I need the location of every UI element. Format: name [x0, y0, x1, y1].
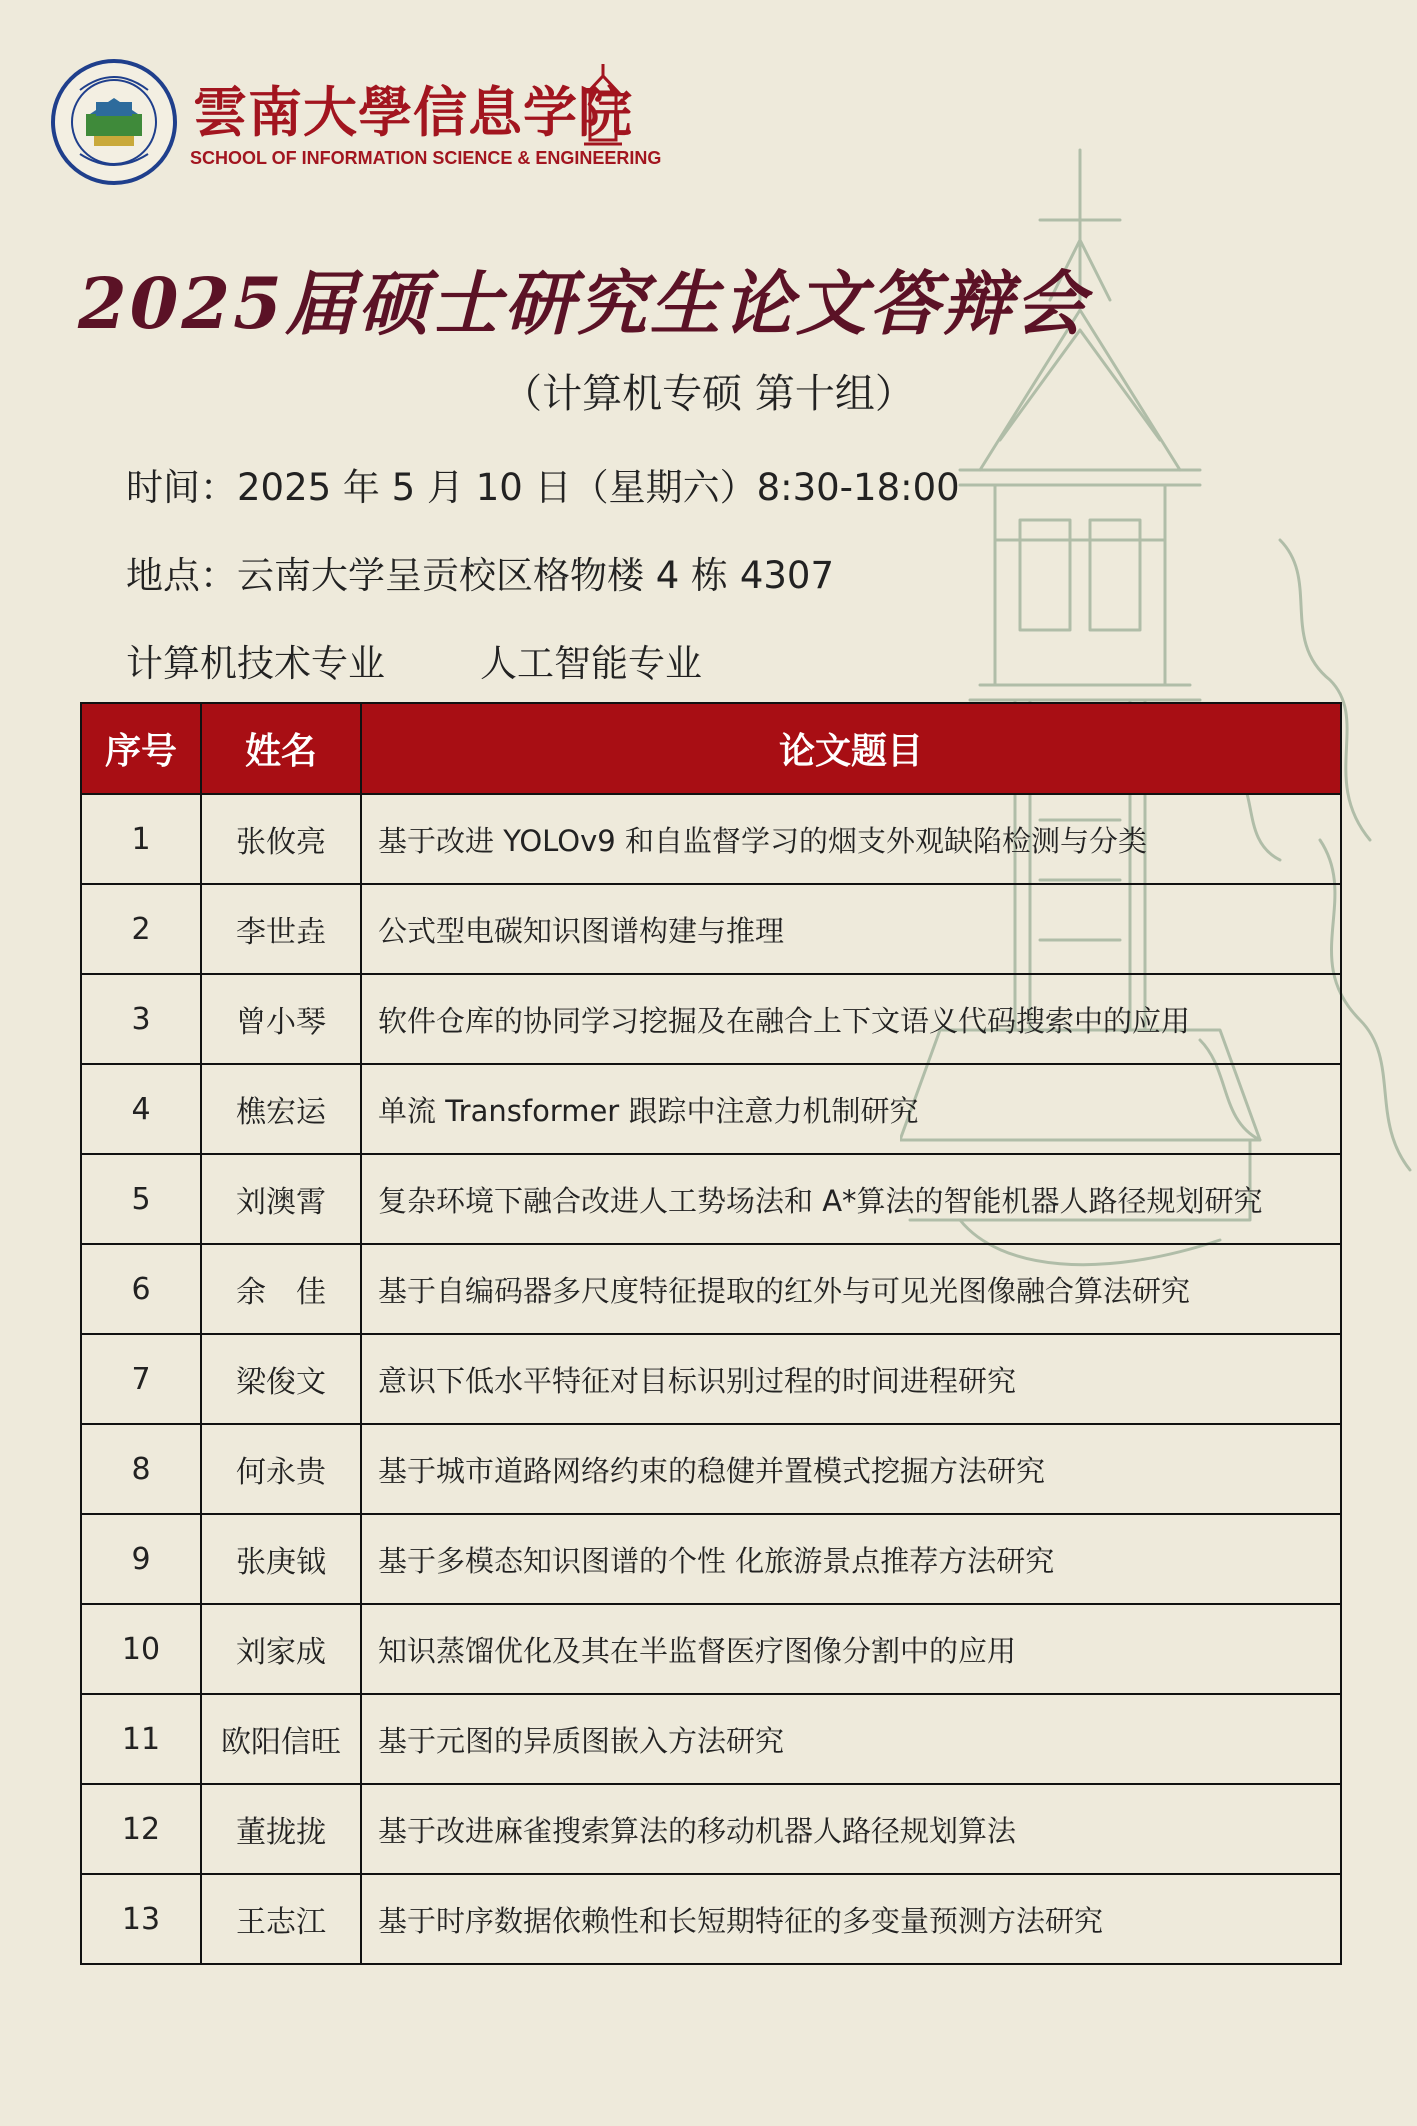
thesis-title: 基于改进麻雀搜索算法的移动机器人路径规划算法 — [361, 1784, 1341, 1874]
tower-logo-icon — [578, 62, 628, 148]
row-number: 5 — [81, 1154, 201, 1244]
page-title: 2025届硕士研究生论文答辩会 — [78, 262, 1088, 345]
logo-header — [50, 58, 662, 188]
table-row — [81, 1334, 1341, 1424]
table-row — [81, 1244, 1341, 1334]
table-row — [81, 1424, 1341, 1514]
school-name-cn: 雲南大學信息学院 — [193, 80, 633, 144]
university-seal-logo — [50, 58, 178, 186]
student-name: 刘澳霄 — [201, 1154, 361, 1244]
thesis-title: 基于多模态知识图谱的个性 化旅游景点推荐方法研究 — [361, 1514, 1341, 1604]
student-name: 董拢拢 — [201, 1784, 361, 1874]
student-name: 欧阳信旺 — [201, 1694, 361, 1784]
thesis-title: 知识蒸馏优化及其在半监督医疗图像分割中的应用 — [361, 1604, 1341, 1694]
table-row — [81, 1694, 1341, 1784]
row-number: 8 — [81, 1424, 201, 1514]
row-number: 6 — [81, 1244, 201, 1334]
table-row — [81, 794, 1341, 884]
student-name: 樵宏运 — [201, 1064, 361, 1154]
row-number: 13 — [81, 1874, 201, 1964]
student-name: 余 佳 — [201, 1244, 361, 1334]
row-number: 10 — [81, 1604, 201, 1694]
table-header-row — [81, 703, 1341, 794]
thesis-title: 基于时序数据依赖性和长短期特征的多变量预测方法研究 — [361, 1874, 1341, 1964]
thesis-title: 公式型电碳知识图谱构建与推理 — [361, 884, 1341, 974]
defense-roster-table — [80, 702, 1342, 1965]
thesis-title: 基于元图的异质图嵌入方法研究 — [361, 1694, 1341, 1784]
row-number: 4 — [81, 1064, 201, 1154]
table-row — [81, 1874, 1341, 1964]
student-name: 李世垚 — [201, 884, 361, 974]
row-number: 3 — [81, 974, 201, 1064]
table-row — [81, 974, 1341, 1064]
header-number: 序号 — [81, 703, 201, 794]
defense-location: 地点：云南大学呈贡校区格物楼 4 栋 4307 — [126, 554, 834, 597]
row-number: 12 — [81, 1784, 201, 1874]
table-row — [81, 1604, 1341, 1694]
student-name: 张庚钺 — [201, 1514, 361, 1604]
subtitle: （计算机专硕 第十组） — [502, 371, 915, 417]
thesis-title: 基于城市道路网络约束的稳健并置模式挖掘方法研究 — [361, 1424, 1341, 1514]
header-thesis-title: 论文题目 — [361, 703, 1341, 794]
student-name: 刘家成 — [201, 1604, 361, 1694]
thesis-title: 复杂环境下融合改进人工势场法和 A*算法的智能机器人路径规划研究 — [361, 1154, 1341, 1244]
row-number: 9 — [81, 1514, 201, 1604]
thesis-title: 意识下低水平特征对目标识别过程的时间进程研究 — [361, 1334, 1341, 1424]
row-number: 1 — [81, 794, 201, 884]
major-computer-tech: 计算机技术专业 — [126, 642, 385, 685]
table-row — [81, 1154, 1341, 1244]
thesis-title: 单流 Transformer 跟踪中注意力机制研究 — [361, 1064, 1341, 1154]
thesis-title: 基于改进 YOLOv9 和自监督学习的烟支外观缺陷检测与分类 — [361, 794, 1341, 884]
major-ai: 人工智能专业 — [480, 642, 702, 685]
student-name: 张攸亮 — [201, 794, 361, 884]
table-row — [81, 1064, 1341, 1154]
row-number: 11 — [81, 1694, 201, 1784]
header-name: 姓名 — [201, 703, 361, 794]
thesis-title: 软件仓库的协同学习挖掘及在融合上下文语义代码搜索中的应用 — [361, 974, 1341, 1064]
thesis-title: 基于自编码器多尺度特征提取的红外与可见光图像融合算法研究 — [361, 1244, 1341, 1334]
student-name: 梁俊文 — [201, 1334, 361, 1424]
table-row — [81, 1784, 1341, 1874]
school-name-en: SCHOOL OF INFORMATION SCIENCE & ENGINEERING — [190, 148, 662, 168]
row-number: 2 — [81, 884, 201, 974]
table-row — [81, 884, 1341, 974]
defense-time: 时间：2025 年 5 月 10 日（星期六）8:30-18:00 — [126, 466, 960, 509]
student-name: 曾小琴 — [201, 974, 361, 1064]
student-name: 何永贵 — [201, 1424, 361, 1514]
student-name: 王志江 — [201, 1874, 361, 1964]
table-row — [81, 1514, 1341, 1604]
row-number: 7 — [81, 1334, 201, 1424]
majors-line — [126, 633, 702, 687]
